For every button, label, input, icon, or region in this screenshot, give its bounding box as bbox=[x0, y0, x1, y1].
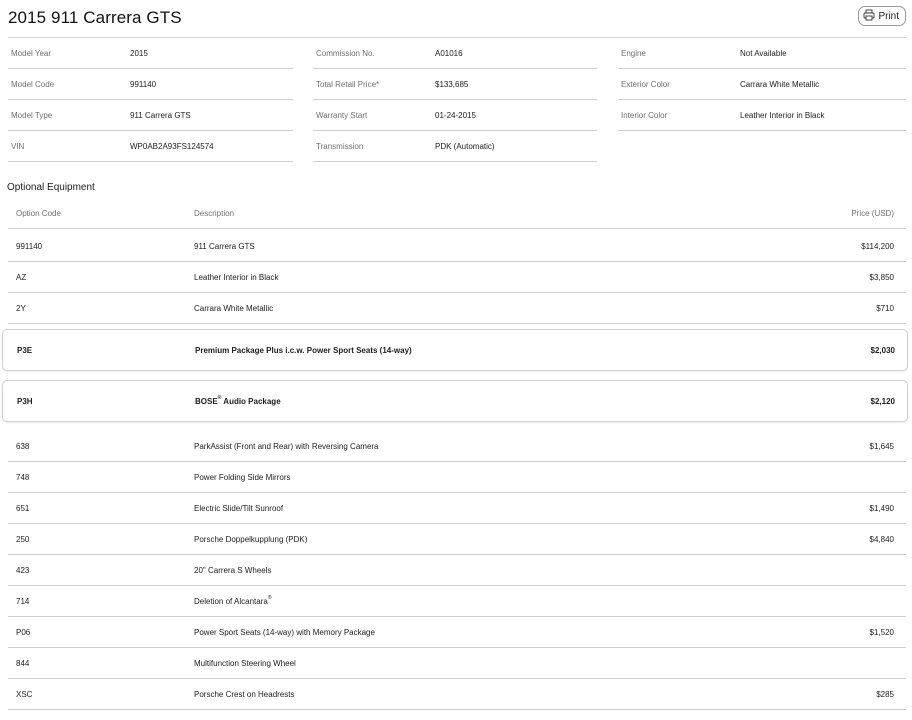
spec-column-1 bbox=[8, 38, 293, 162]
spec-row-vin bbox=[8, 131, 293, 162]
column-header-option-code: Option Code bbox=[16, 209, 61, 218]
equipment-table-header bbox=[8, 198, 906, 229]
equipment-row bbox=[8, 586, 906, 617]
equipment-row bbox=[8, 648, 906, 679]
option-description-text: BOSE bbox=[195, 397, 218, 406]
spec-row-total-retail-price bbox=[313, 69, 597, 100]
spec-value: Leather Interior in Black bbox=[740, 111, 825, 120]
option-description: ParkAssist (Front and Rear) with Reversing Camera bbox=[194, 442, 379, 451]
option-price: $1,520 bbox=[869, 628, 894, 637]
spec-row-model-type bbox=[8, 100, 293, 131]
spec-row-commission-no bbox=[313, 38, 597, 69]
option-code: 714 bbox=[16, 597, 30, 606]
option-description bbox=[195, 397, 281, 406]
option-price: $114,200 bbox=[861, 242, 894, 251]
option-description-suffix: Audio Package bbox=[221, 397, 281, 406]
option-price: $285 bbox=[876, 690, 894, 699]
option-description: Multifunction Steering Wheel bbox=[194, 659, 296, 668]
spec-label: Commission No. bbox=[316, 49, 375, 58]
equipment-table-body bbox=[0, 231, 912, 710]
option-description-text: Deletion of Alcantara bbox=[194, 597, 268, 606]
spec-value: PDK (Automatic) bbox=[435, 142, 495, 151]
option-description: Premium Package Plus i.c.w. Power Sport Seats (14-way) bbox=[195, 346, 412, 355]
option-price: $4,840 bbox=[869, 535, 894, 544]
spec-value: 911 Carrera GTS bbox=[130, 111, 191, 120]
spec-label: Model Year bbox=[11, 49, 52, 58]
page-header bbox=[8, 0, 906, 38]
option-code: 638 bbox=[16, 442, 30, 451]
equipment-row bbox=[8, 617, 906, 648]
print-label: Print bbox=[878, 10, 899, 22]
equipment-row-package bbox=[2, 380, 908, 422]
equipment-row bbox=[8, 679, 906, 710]
option-description: 20" Carrera S Wheels bbox=[194, 566, 272, 575]
option-description: Carrara White Metallic bbox=[194, 304, 274, 313]
equipment-row bbox=[8, 231, 906, 262]
option-description: Porsche Crest on Headrests bbox=[194, 690, 295, 699]
option-code: 748 bbox=[16, 473, 30, 482]
option-code: 2Y bbox=[16, 304, 26, 313]
equipment-row bbox=[8, 524, 906, 555]
option-code: XSC bbox=[16, 690, 33, 699]
optional-equipment-title: Optional Equipment bbox=[7, 182, 95, 193]
option-code: AZ bbox=[16, 273, 27, 282]
spec-column-2 bbox=[313, 38, 597, 162]
spec-value: 991140 bbox=[130, 80, 157, 89]
equipment-row bbox=[8, 555, 906, 586]
spec-label: VIN bbox=[11, 142, 25, 151]
option-description: Power Sport Seats (14-way) with Memory Package bbox=[194, 628, 375, 637]
option-description: Power Folding Side Mirrors bbox=[194, 473, 291, 482]
equipment-row bbox=[8, 493, 906, 524]
spec-value: $133,685 bbox=[435, 80, 469, 89]
spec-label: Transmission bbox=[316, 142, 364, 151]
option-price: $710 bbox=[876, 304, 894, 313]
option-description: 911 Carrera GTS bbox=[194, 242, 255, 251]
spec-row-exterior-color bbox=[618, 69, 906, 100]
spec-row-engine bbox=[618, 38, 906, 69]
option-description: Electric Slide/Tilt Sunroof bbox=[194, 504, 284, 513]
equipment-row bbox=[8, 262, 906, 293]
spec-label: Interior Color bbox=[621, 111, 668, 120]
option-code: 250 bbox=[16, 535, 30, 544]
option-code: 651 bbox=[16, 504, 30, 513]
spec-row-model-code bbox=[8, 69, 293, 100]
spec-label: Model Code bbox=[11, 80, 55, 89]
registered-mark: ® bbox=[267, 595, 272, 601]
spec-value: 01-24-2015 bbox=[435, 111, 476, 120]
option-description bbox=[194, 597, 272, 606]
spec-value: WP0AB2A93FS124574 bbox=[130, 142, 214, 151]
option-price: $1,490 bbox=[869, 504, 894, 513]
option-code: P3H bbox=[17, 397, 33, 406]
spec-label: Total Retail Price* bbox=[316, 80, 380, 89]
page-title: 2015 911 Carrera GTS bbox=[8, 8, 182, 27]
spec-row-warranty-start bbox=[313, 100, 597, 131]
equipment-row bbox=[8, 293, 906, 324]
option-description: Leather Interior in Black bbox=[194, 273, 279, 282]
option-price: $3,850 bbox=[869, 273, 894, 282]
option-code: P3E bbox=[17, 346, 33, 355]
spec-label: Model Type bbox=[11, 111, 53, 120]
printer-icon bbox=[863, 9, 875, 24]
spec-value: 2015 bbox=[130, 49, 148, 58]
spec-label: Engine bbox=[621, 49, 646, 58]
print-button[interactable] bbox=[858, 6, 906, 26]
spec-value: A01016 bbox=[435, 49, 463, 58]
option-description: Porsche Doppelkupplung (PDK) bbox=[194, 535, 308, 544]
spec-label: Exterior Color bbox=[621, 80, 670, 89]
spec-row-interior-color bbox=[618, 100, 906, 131]
option-code: 991140 bbox=[16, 242, 43, 251]
column-header-price: Price (USD) bbox=[851, 209, 894, 218]
spec-row-transmission bbox=[313, 131, 597, 162]
column-header-description: Description bbox=[194, 209, 235, 218]
equipment-row bbox=[8, 431, 906, 462]
option-price: $2,030 bbox=[870, 346, 895, 355]
spec-label: Warranty Start bbox=[316, 111, 368, 120]
option-price: $1,645 bbox=[869, 442, 894, 451]
option-code: 844 bbox=[16, 659, 30, 668]
option-code: P06 bbox=[16, 628, 31, 637]
option-price: $2,120 bbox=[870, 397, 895, 406]
equipment-row bbox=[8, 462, 906, 493]
spec-row-model-year bbox=[8, 38, 293, 69]
spec-value: Not Available bbox=[740, 49, 787, 58]
spec-value: Carrara White Metallic bbox=[740, 80, 820, 89]
option-code: 423 bbox=[16, 566, 30, 575]
spec-column-3 bbox=[618, 38, 906, 131]
registered-mark: ® bbox=[217, 395, 222, 401]
equipment-row-package bbox=[2, 329, 908, 371]
